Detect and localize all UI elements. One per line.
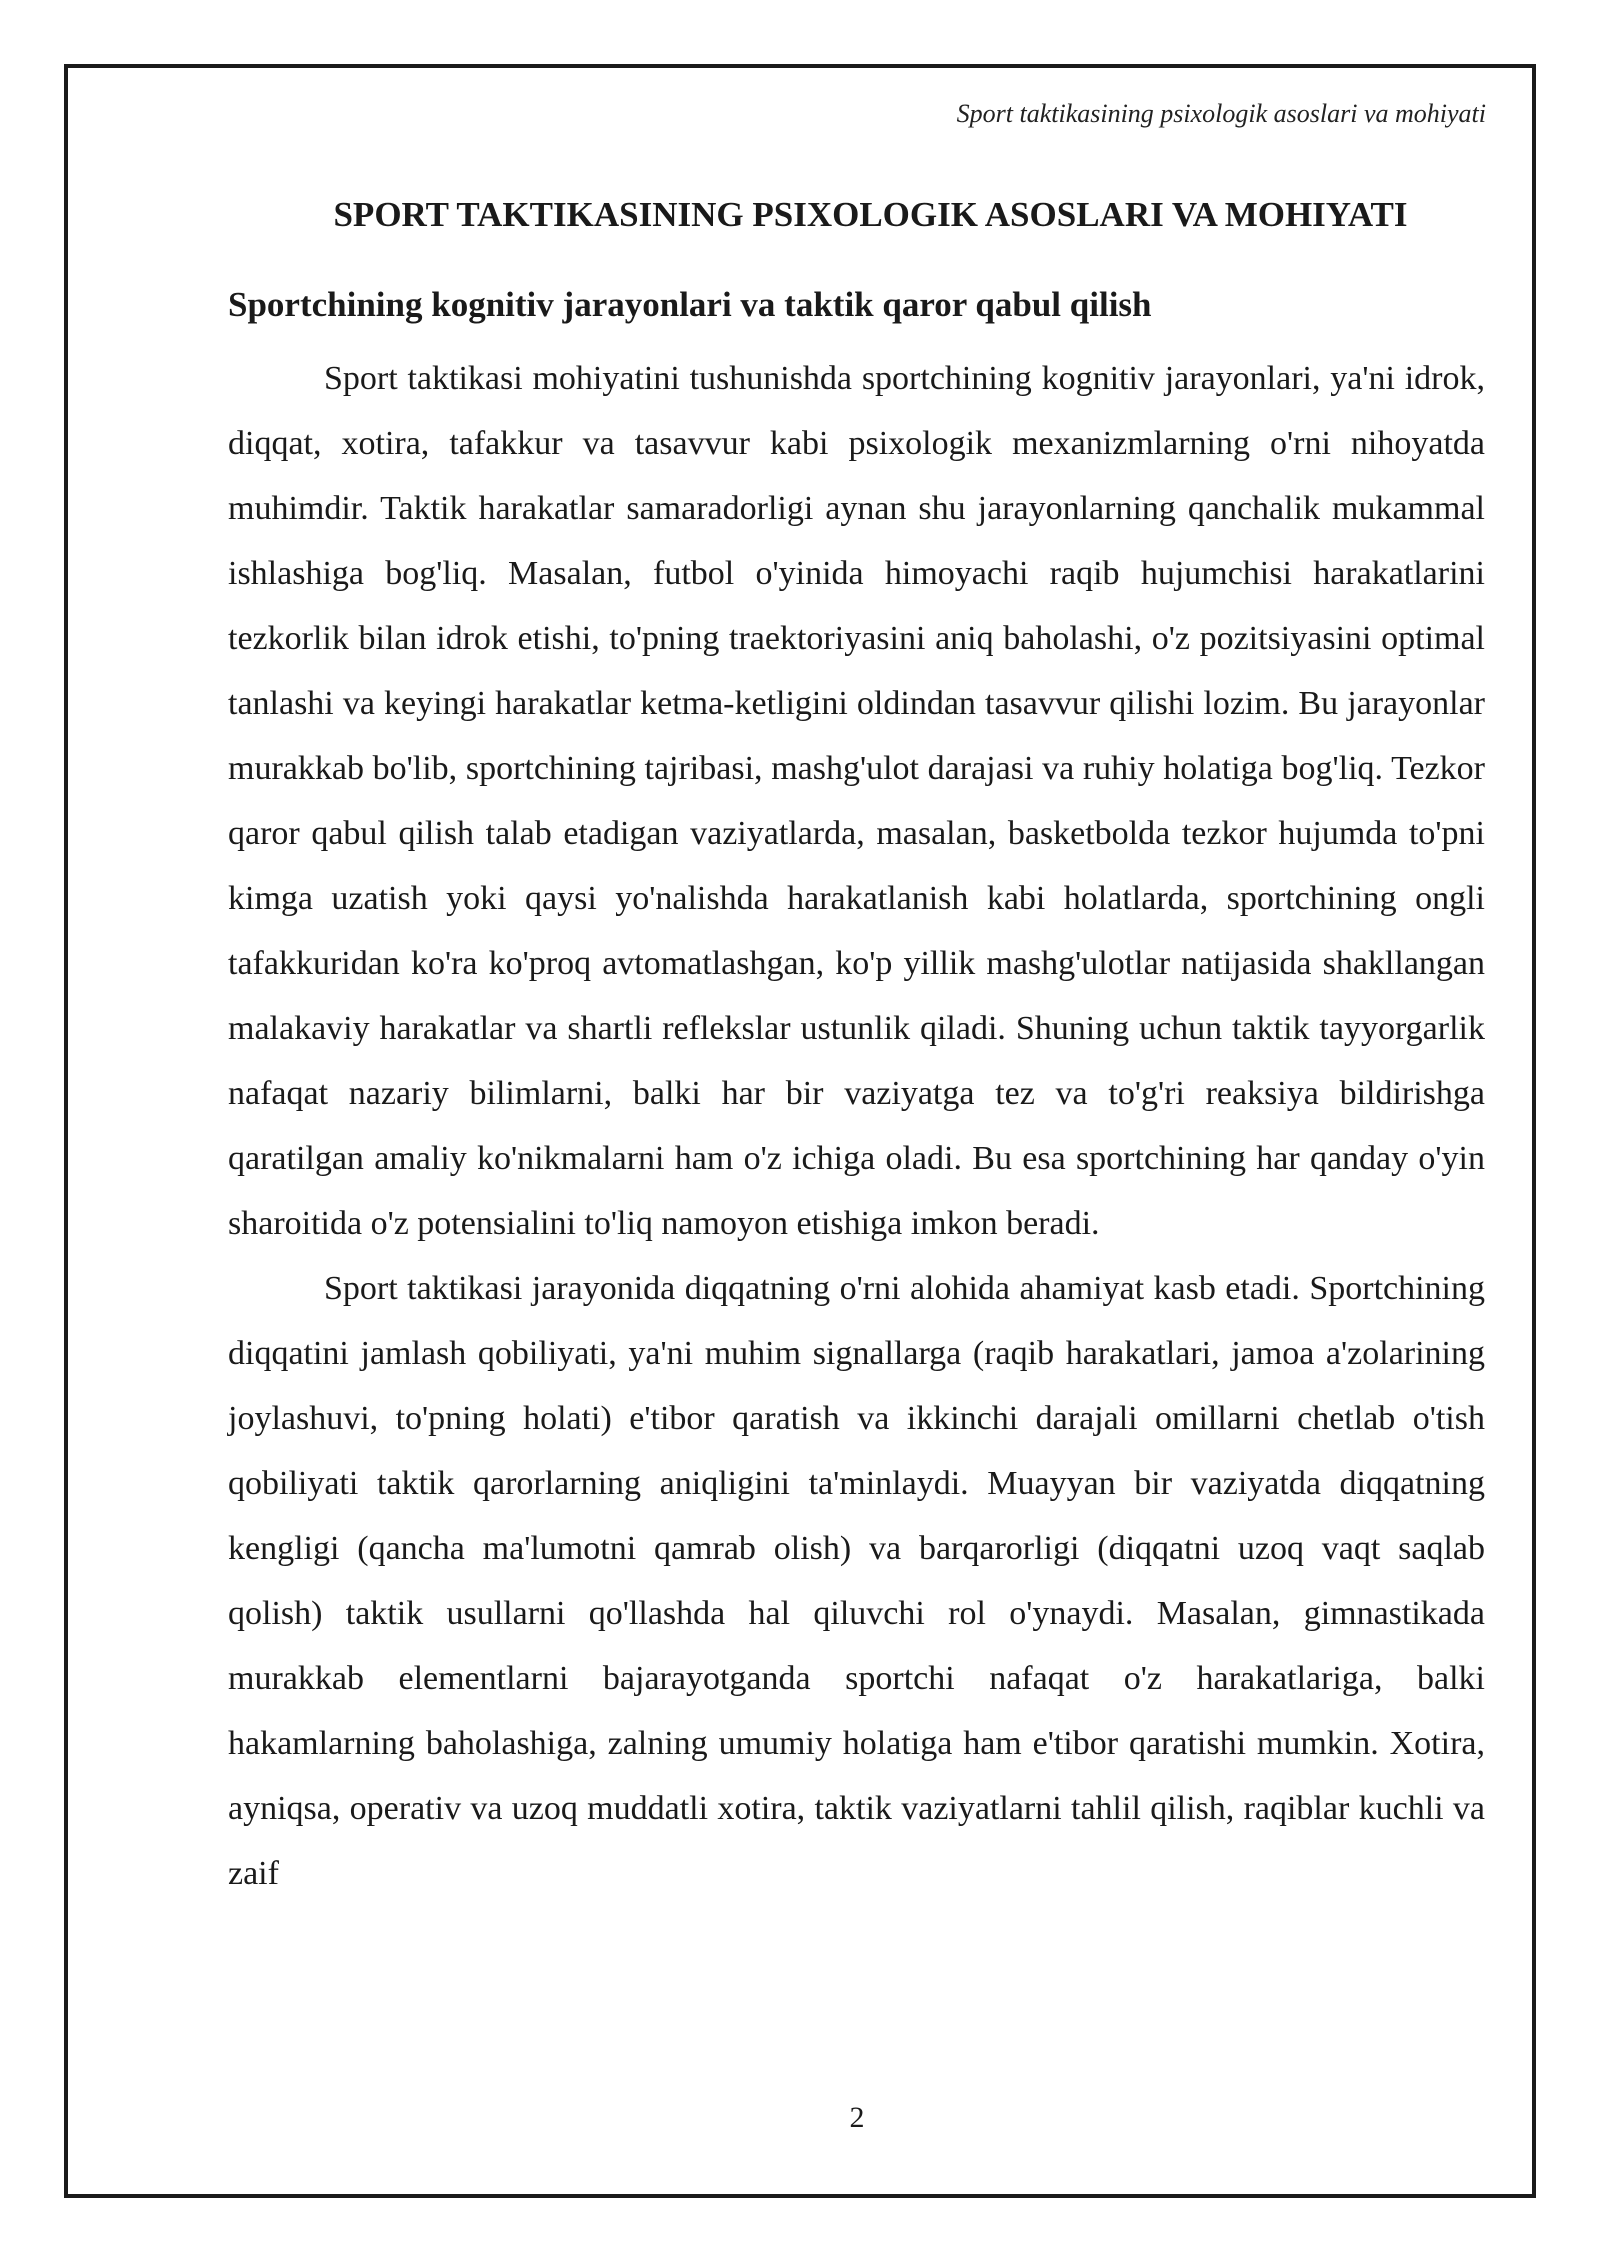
paragraph-2: Sport taktikasi jarayonida diqqatning o'rni alohida ahamiyat kasb etadi. Sportchining diqqatini jamlash qobiliyati, ya'ni muhim signallarga (raqib harakatlari, jamoa a'zolarining joylashuvi, to'pning holati) e'tibor qaratish va ikkinchi darajali omillarni chetlab o'tish qobiliyati taktik qarorlarning aniqligini ta'minlaydi. Muayyan bir vaziyatda diqqatning kengligi (qancha ma'lumotni qamrab olish) va barqarorligi (diqqatni uzoq vaqt saqlab qolish) taktik usullarni qo'llashda hal qiluvchi rol o'ynaydi. Masalan, gimnastikada murakkab elementlarni bajarayotganda sportchi nafaqat o'z harakatlariga, balki hakamlarning baholashiga, zalning umumiy holatiga ham e'tibor qaratishi mumkin. Xotira, ayniqsa, operativ va uzoq muddatli xotira, taktik vaziyatlarni tahlil qilish, raqiblar kuchli va zaif (228, 1270, 1485, 1892)
document-title: SPORT TAKTIKASINING PSIXOLOGIK ASOSLARI VA MOHIYATI (333, 195, 1408, 234)
document-body (228, 190, 1485, 1906)
running-header: Sport taktikasining psixologik asoslari va mohiyati (956, 99, 1486, 128)
paragraph-1: Sport taktikasi mohiyatini tushunishda sportchining kognitiv jarayonlari, ya'ni idrok, diqqat, xotira, tafakkur va tasavvur kabi psixologik mexanizmlarning o'rni nihoyatda muhimdir. Taktik harakatlar samaradorligi aynan shu jarayonlarning qanchalik mukammal ishlashiga bog'liq. Masalan, futbol o'yinida himoyachi raqib hujumchisi harakatlarini tezkorlik bilan idrok etishi, to'pning traektoriyasini aniq baholashi, o'z pozitsiyasini optimal tanlashi va keyingi harakatlar ketma-ketligini oldindan tasavvur qilishi lozim. Bu jarayonlar murakkab bo'lib, sportchining tajribasi, mashg'ulot darajasi va ruhiy holatiga bog'liq. Tezkor qaror qabul qilish talab etadigan vaziyatlarda, masalan, basketbolda tezkor hujumda to'pni kimga uzatish yoki qaysi yo'nalishda harakatlanish kabi holatlarda, sportchining ongli tafakkuridan ko'ra ko'proq avtomatlashgan, ko'p yillik mashg'ulotlar natijasida shakllangan malakaviy harakatlar va shartli reflekslar ustunlik qiladi. Shuning uchun taktik tayyorgarlik nafaqat nazariy bilimlarni, balki har bir vaziyatga tez va to'g'ri reaksiya bildirishga qaratilgan amaliy ko'nikmalarni ham o'z ichiga oladi. Bu esa sportchining har qanday o'yin sharoitida o'z potensialini to'liq namoyon etishiga imkon beradi. (228, 360, 1485, 1242)
page-number: 2 (849, 2101, 865, 2134)
section-heading: Sportchining kognitiv jarayonlari va taktik qaror qabul qilish (228, 285, 1152, 324)
